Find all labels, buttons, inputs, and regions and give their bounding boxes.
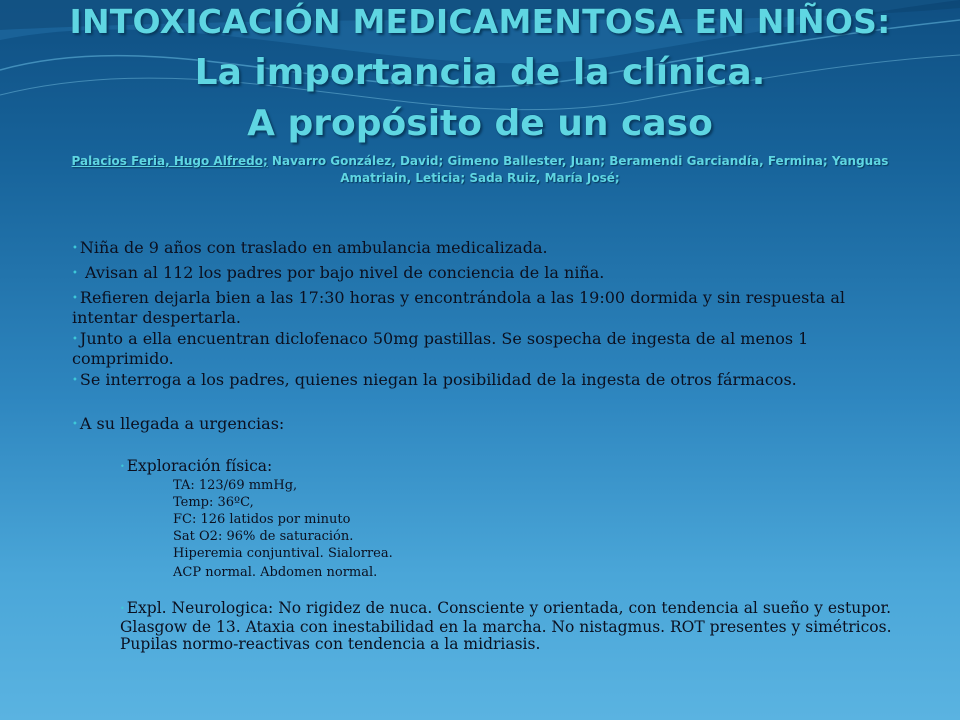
slide-title-line-3: A propósito de un caso [247,103,713,144]
bullet-3 [72,289,912,326]
exploracion-text: Exploración física: [126,457,273,475]
bullet-2 [72,264,912,284]
finding-hiperemia: Hiperemia conjuntival. Sialorrea. [173,546,393,561]
bullet-dot-icon: • [120,604,125,613]
bullet-text: Avisan al 112 los padres por bajo nivel de conciencia de la niña. [79,263,605,282]
slide-title-line-1: INTOXICACIÓN MEDICAMENTOSA EN NIÑOS: [69,2,891,41]
slide-title-line-2: La importancia de la clínica. [194,52,766,93]
bullet-text: Refieren dejarla bien a las 17:30 horas y encontrándola a las 19:00 dormida y sin respuesta al intentar despertarla. [72,288,845,327]
bullet-dot-icon: • [72,334,78,345]
bullet-dot-icon: • [72,419,78,430]
bullet-text: Se interroga a los padres, quienes niegan la posibilidad de la ingesta de otros fármacos. [79,370,797,389]
bullet-dot-icon: • [72,268,78,279]
vital-ta: TA: 123/69 mmHg, [173,478,298,493]
bullet-5 [72,371,912,391]
bullet-text: A su llegada a urgencias: [79,414,285,433]
vital-fc: FC: 126 latidos por minuto [173,512,351,527]
neuro-exam [120,600,900,653]
exploracion-label [120,458,272,477]
bullet-dot-icon: • [72,293,78,304]
neuro-text: Expl. Neurologica: No rigidez de nuca. Consciente y orientada, con tendencia al sueño y estupor. Glasgow de 13. Ataxia con inestabilidad en la marcha. No nistagmus. ROT presentes y simétricos. Pupilas normo-reactivas con tendencia a la midriasis. [120,599,892,653]
bullet-dot-icon: • [120,462,125,471]
bullet-6 [72,415,912,435]
authors-line [60,153,900,187]
bullet-text: Niña de 9 años con traslado en ambulancia medicalizada. [79,238,548,257]
vital-sat: Sat O2: 96% de saturación. [173,529,354,544]
bullet-1 [72,239,912,259]
authors-rest: Navarro González, David; Gimeno Ballester, Juan; Beramendi Garciandía, Fermina; Yanguas Amatriain, Leticia; Sada Ruiz, María José; [267,154,889,185]
bullet-dot-icon: • [72,243,78,254]
vital-temp: Temp: 36ºC, [173,495,254,510]
bullet-4 [72,330,912,367]
bullet-dot-icon: • [72,375,78,386]
bullet-text: Junto a ella encuentran diclofenaco 50mg pastillas. Se sospecha de ingesta de al menos 1 comprimido. [72,329,809,368]
author-link[interactable]: Palacios Feria, Hugo Alfredo; [71,154,268,168]
finding-acp: ACP normal. Abdomen normal. [173,565,378,580]
